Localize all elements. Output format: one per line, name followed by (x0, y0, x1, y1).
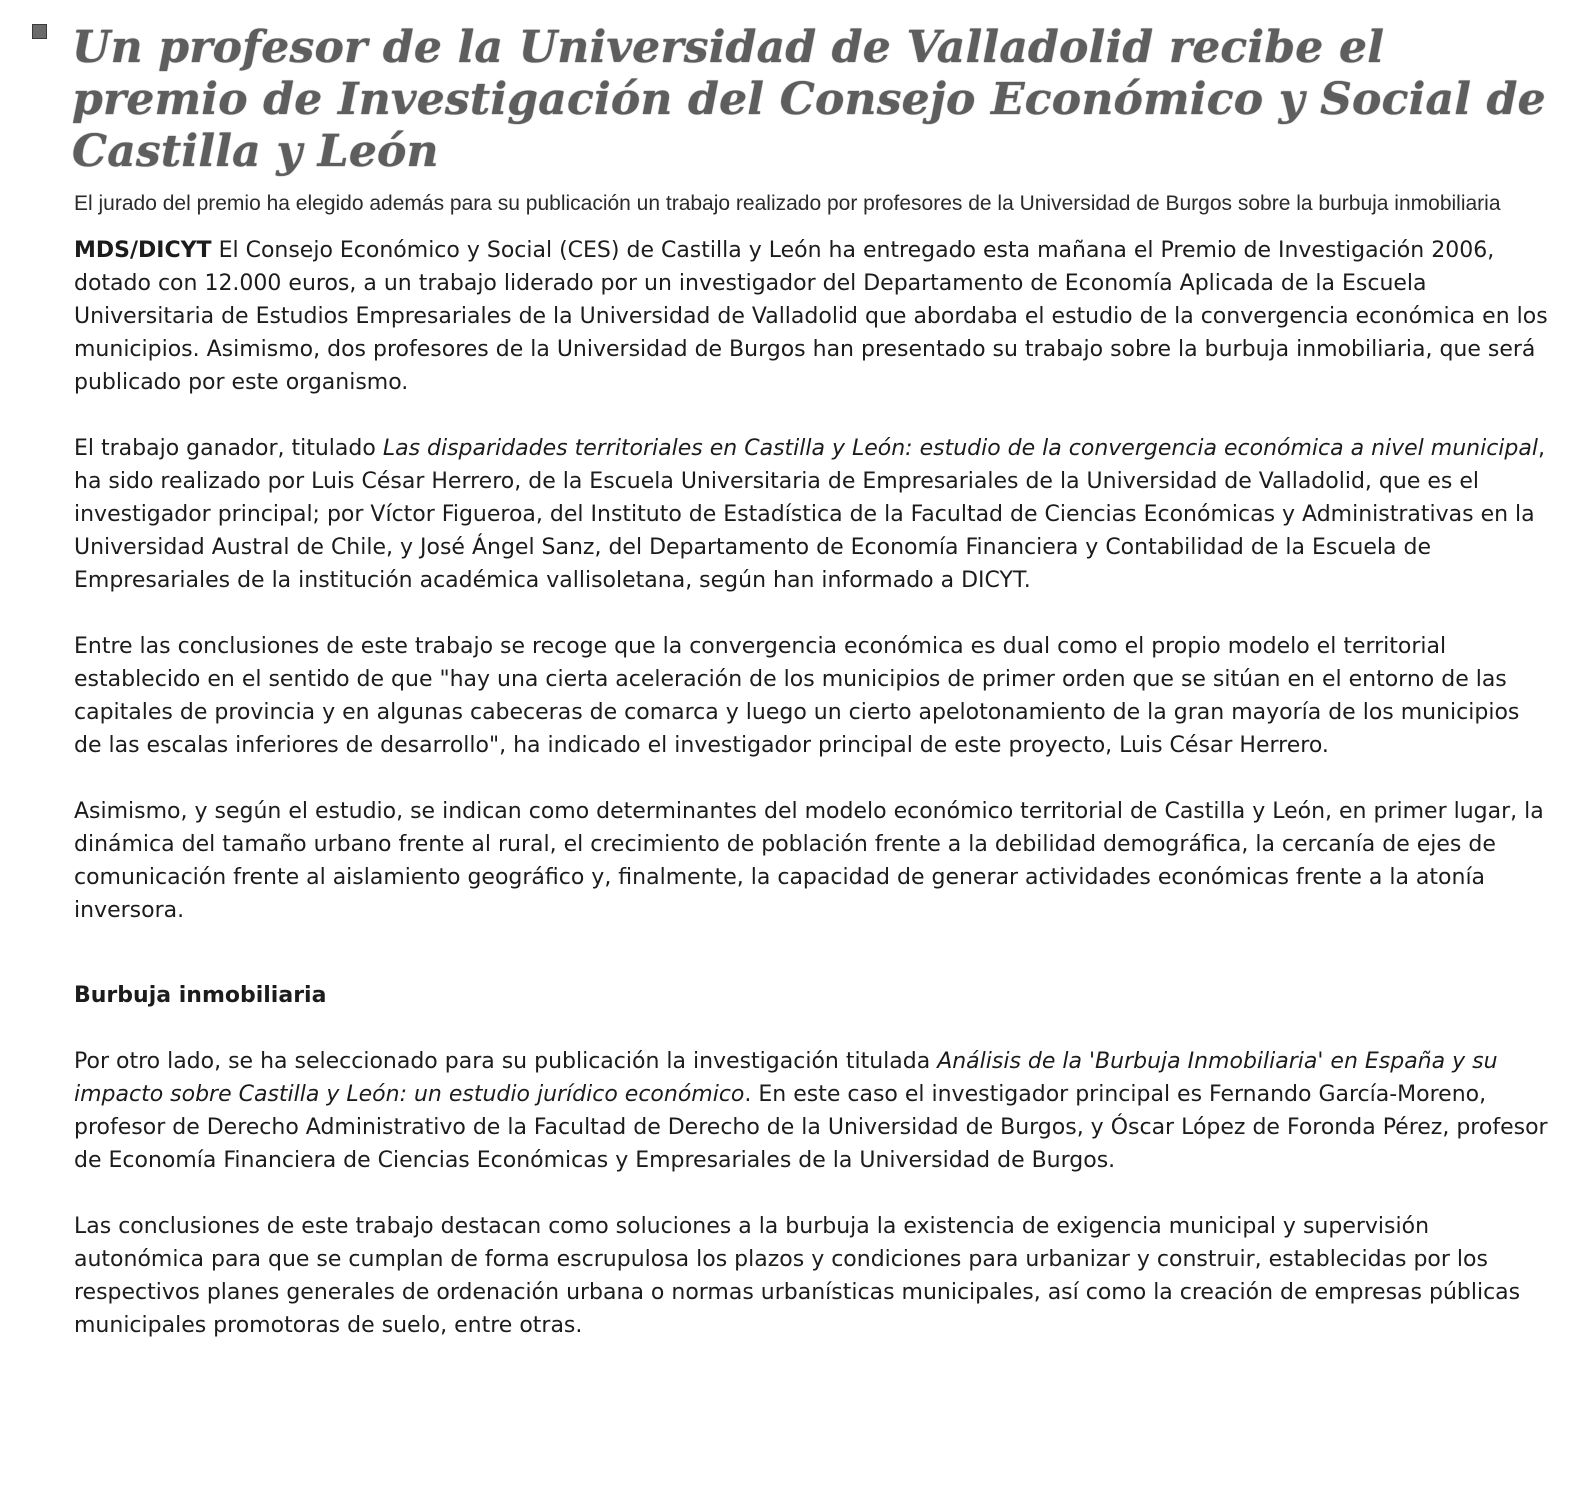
section-heading: Burbuja inmobiliaria (74, 983, 327, 1008)
article-headline: Un profesor de la Universidad de Valladolid recibe el premio de Investigación del Consejo Económico y Social de Castilla y León (72, 22, 1546, 177)
paragraph-text: Por otro lado, se ha seleccionado para su publicación la investigación titulada (74, 1049, 938, 1074)
paragraph-winning-work (74, 432, 1550, 597)
article-subtitle: El jurado del premio ha elegido además para su publicación un trabajo realizado por profesores de la Universidad de Burgos sobre la burbuja inmobiliaria (74, 192, 1501, 215)
paragraph-conclusions: Entre las conclusiones de este trabajo se recoge que la convergencia económica es dual como el propio modelo el territorial establecido en el sentido de que "hay una cierta aceleración de los municipios de primer orden que se sitúan en el entorno de las capitales de provincia y en algunas cabeceras de comarca y luego un cierto apelotonamiento de la gran mayoría de los municipios de las escalas inferiores de desarrollo", ha indicado el investigador principal de este proyecto, Luis César Herrero. (74, 634, 1520, 758)
paragraph-text: , ha sido realizado por Luis César Herrero, de la Escuela Universitaria de Empresariales de la Universidad de Valladolid, que es el investigador principal; por Víctor Figueroa, del Instituto de Estadística de la Facultad de Ciencias Económicas y Administrativas en la Universidad Austral de Chile, y José Ángel Sanz, del Departamento de Economía Financiera y Contabilidad de la Escuela de Empresariales de la institución académica vallisoletana, según han informado a DICYT. (74, 436, 1545, 593)
section-body (74, 1045, 1550, 1342)
paragraph-determinants: Asimismo, y según el estudio, se indican como determinantes del modelo económico territorial de Castilla y León, en primer lugar, la dinámica del tamaño urbano frente al rural, el crecimiento de población frente a la debilidad demográfica, la cercanía de ejes de comunicación frente al aislamiento geográfico y, finalmente, la capacidad de generar actividades económicas frente a la atonía inversora. (74, 799, 1544, 923)
article-body (74, 234, 1550, 927)
agency-byline: MDS/DICYT (74, 238, 212, 263)
paragraph-text: . En este caso el investigador principal es Fernando García-Moreno, profesor de Derecho Administrativo de la Facultad de Derecho de la Universidad de Burgos, y Óscar López de Foronda Pérez, profesor de Economía Financiera de Ciencias Económicas y Empresariales de la Universidad de Burgos. (74, 1082, 1548, 1173)
paragraph-text: El Consejo Económico y Social (CES) de Castilla y León ha entregado esta mañana el Premio de Investigación 2006, dotado con 12.000 euros, a un trabajo liderado por un investigador del Departamento de Economía Aplicada de la Escuela Universitaria de Estudios Empresariales de la Universidad de Valladolid que abordaba el estudio de la convergencia económica en los municipios. Asimismo, dos profesores de la Universidad de Burgos han presentado su trabajo sobre la burbuja inmobiliaria, que será publicado por este organismo. (74, 238, 1548, 395)
news-article (72, 22, 1550, 1342)
bullet-square-icon (32, 24, 47, 39)
paragraph-selected-work (74, 1045, 1550, 1177)
paragraph-text: El trabajo ganador, titulado (74, 436, 383, 461)
work-title: Las disparidades territoriales en Castilla y León: estudio de la convergencia económica a nivel municipal (382, 436, 1538, 461)
paragraph-bubble-conclusions: Las conclusiones de este trabajo destacan como soluciones a la burbuja la existencia de exigencia municipal y supervisión autonómica para que se cumplan de forma escrupulosa los plazos y condiciones para urbanizar y construir, establecidas por los respectivos planes generales de ordenación urbana o normas urbanísticas municipales, así como la creación de empresas públicas municipales promotoras de suelo, entre otras. (74, 1214, 1521, 1338)
work-title: Análisis de la 'Burbuja Inmobiliaria' en España y su impacto sobre Castilla y León: un estudio jurídico económico (74, 1049, 1498, 1107)
paragraph-intro (74, 234, 1550, 399)
